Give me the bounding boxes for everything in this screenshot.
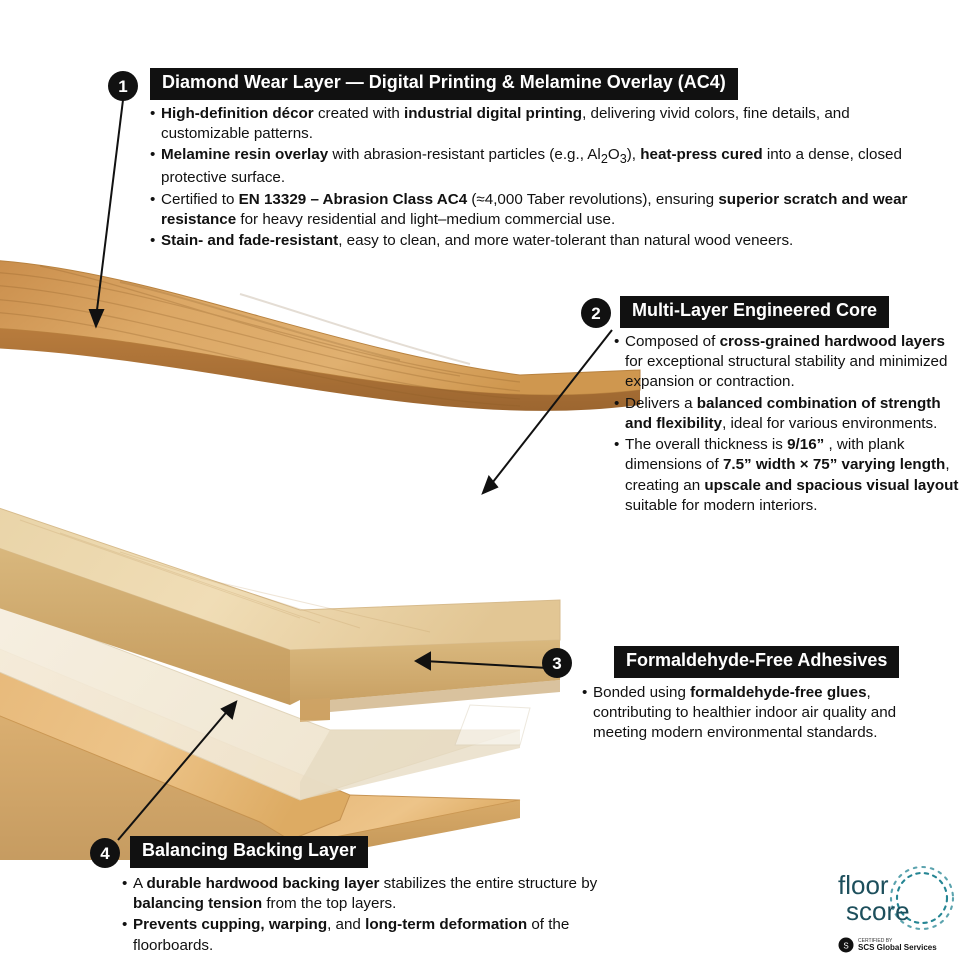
callout-number-4: 4: [90, 838, 120, 868]
callout-number-3: 3: [542, 648, 572, 678]
layer-wear: [0, 260, 640, 411]
callout-number-1: 1: [108, 71, 138, 101]
callout-body-3: [582, 683, 952, 745]
list-item: • Composed of cross-grained hardwood layers for exceptional structural stability and minimized expansion or contraction.: [614, 332, 964, 393]
logo-line2: score: [846, 896, 910, 926]
callout-heading-2: Multi-Layer Engineered Core: [620, 296, 889, 328]
svg-text:S: S: [843, 941, 849, 951]
list-item: • Delivers a balanced combination of strength and flexibility, ideal for various environments.: [614, 394, 964, 434]
logo-line1: floor: [838, 870, 889, 900]
callout-body-2: [614, 332, 964, 517]
callout-body-1: [150, 104, 910, 252]
logo-certified: CERTIFIED BY: [858, 938, 893, 944]
callout-heading-1: Diamond Wear Layer — Digital Printing & Melamine Overlay (AC4): [150, 68, 738, 100]
list-item: • Bonded using formaldehyde-free glues, contributing to healthier indoor air quality and meeting modern environmental standards.: [582, 683, 952, 744]
list-item: • A durable hardwood backing layer stabilizes the entire structure by balancing tension from the top layers.: [122, 874, 622, 914]
callout-heading-3: Formaldehyde-Free Adhesives: [614, 646, 899, 678]
list-item: • The overall thickness is 9/16” , with plank dimensions of 7.5” width × 75” varying length, creating an upscale and spacious visual layout suitable for modern interiors.: [614, 435, 964, 516]
callout-number-2: 2: [581, 298, 611, 328]
callout-body-4: [122, 874, 622, 957]
list-item: • High-definition décor created with industrial digital printing, delivering vivid colors, fine details, and customizable patterns.: [150, 104, 910, 144]
list-item: • Melamine resin overlay with abrasion-resistant particles (e.g., $Al_2O_3$), heat-press cured into a dense, closed protective surface.: [150, 145, 910, 188]
floorscore-logo: [834, 858, 962, 962]
logo-org: SCS Global Services: [858, 943, 937, 952]
list-item: • Certified to EN 13329 – Abrasion Class AC4 (≈4,000 Taber revolutions), ensuring superior scratch and wear resistance for heavy residential and light–medium commercial use.: [150, 190, 910, 230]
list-item: • Prevents cupping, warping, and long-term deformation of the floorboards.: [122, 915, 622, 955]
callout-heading-4: Balancing Backing Layer: [130, 836, 368, 868]
list-item: • Stain- and fade-resistant, easy to clean, and more water-tolerant than natural wood veneers.: [150, 231, 910, 251]
